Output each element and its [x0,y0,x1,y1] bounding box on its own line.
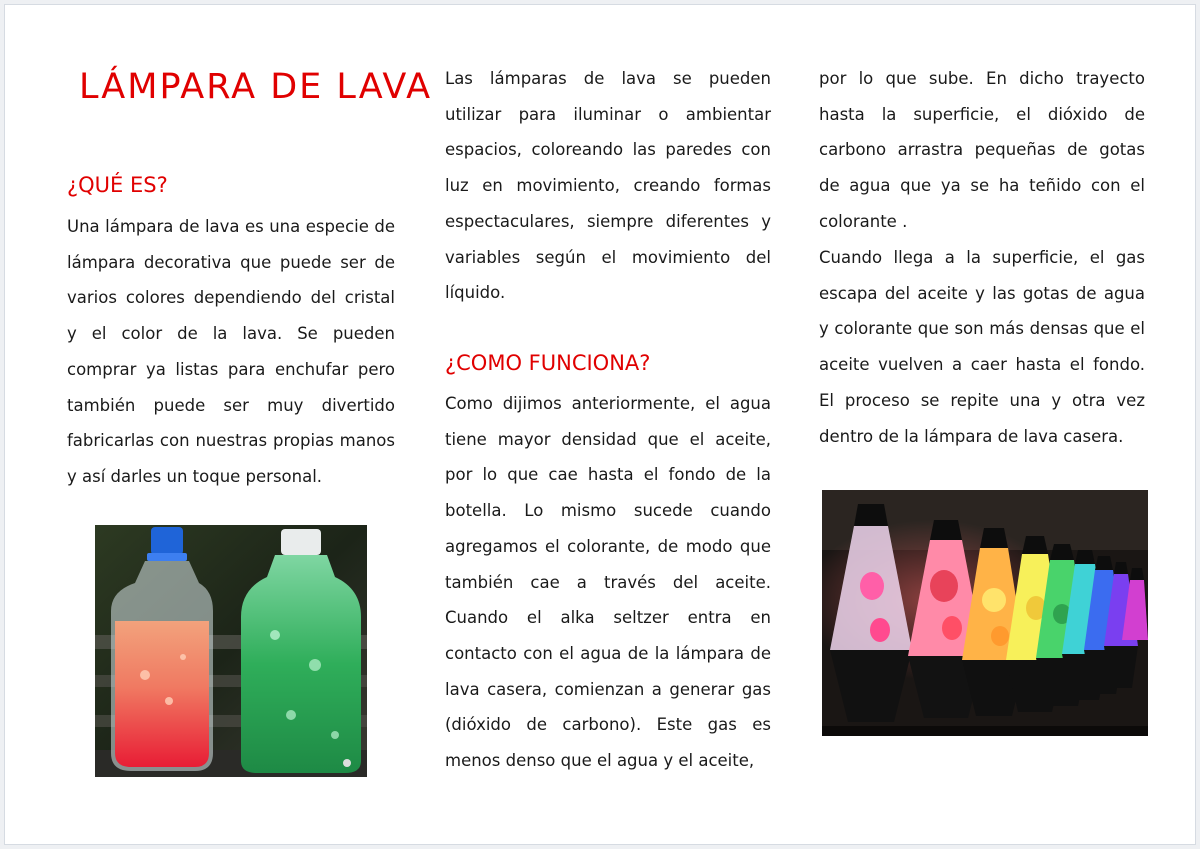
section-paragraph-como-funciona-2: por lo que sube. En dicho trayecto hasta la superficie, el dióxido de carbono arrastra pequeñas de gotas de agua que ya se ha teñido con el colorante . [819,69,1145,231]
section-heading-que-es: ¿QUÉ ES? [67,173,168,197]
section-paragraph-como-funciona-3: Cuando llega a la superficie, el gas escapa del aceite y las gotas de agua y colorante que son más densas que el aceite vuelven a caer hasta el fondo. El proceso se repite una y otra vez dentro de la lámpara de lava casera. [819,248,1145,446]
section-heading-como-funciona: ¿COMO FUNCIONA? [445,351,651,375]
section-paragraph-usos: Las lámparas de lava se pueden utilizar para iluminar o ambientar espacios, coloreando las paredes con luz en movimiento, creando formas espectaculares, siempre diferentes y variables según el movimiento del líquido. [445,69,771,303]
photo-row-of-lava-lamps [822,490,1148,736]
section-paragraph-como-funciona-1: Como dijimos anteriormente, el agua tiene mayor densidad que el aceite, por lo que cae hasta el fondo de la botella. Lo mismo sucede cuando agregamos el colorante, de modo que también cae a través del aceite. Cuando el alka seltzer entra en contacto con el agua de la lámpara de lava casera, comienzan a generar gas (dióxido de carbono). Este gas es menos denso que el agua y el aceite, [445,394,771,771]
document-page [4,4,1196,845]
document-title: LÁMPARA DE LAVA [79,67,433,107]
photo-homemade-lava-bottles [95,525,367,777]
section-paragraph-que-es: Una lámpara de lava es una especie de lámpara decorativa que puede ser de varios colores dependiendo del cristal y el color de la lava. Se pueden comprar ya listas para enchufar pero también puede ser muy divertido fabricarlas con nuestras propias manos y así darles un toque personal. [67,217,395,486]
